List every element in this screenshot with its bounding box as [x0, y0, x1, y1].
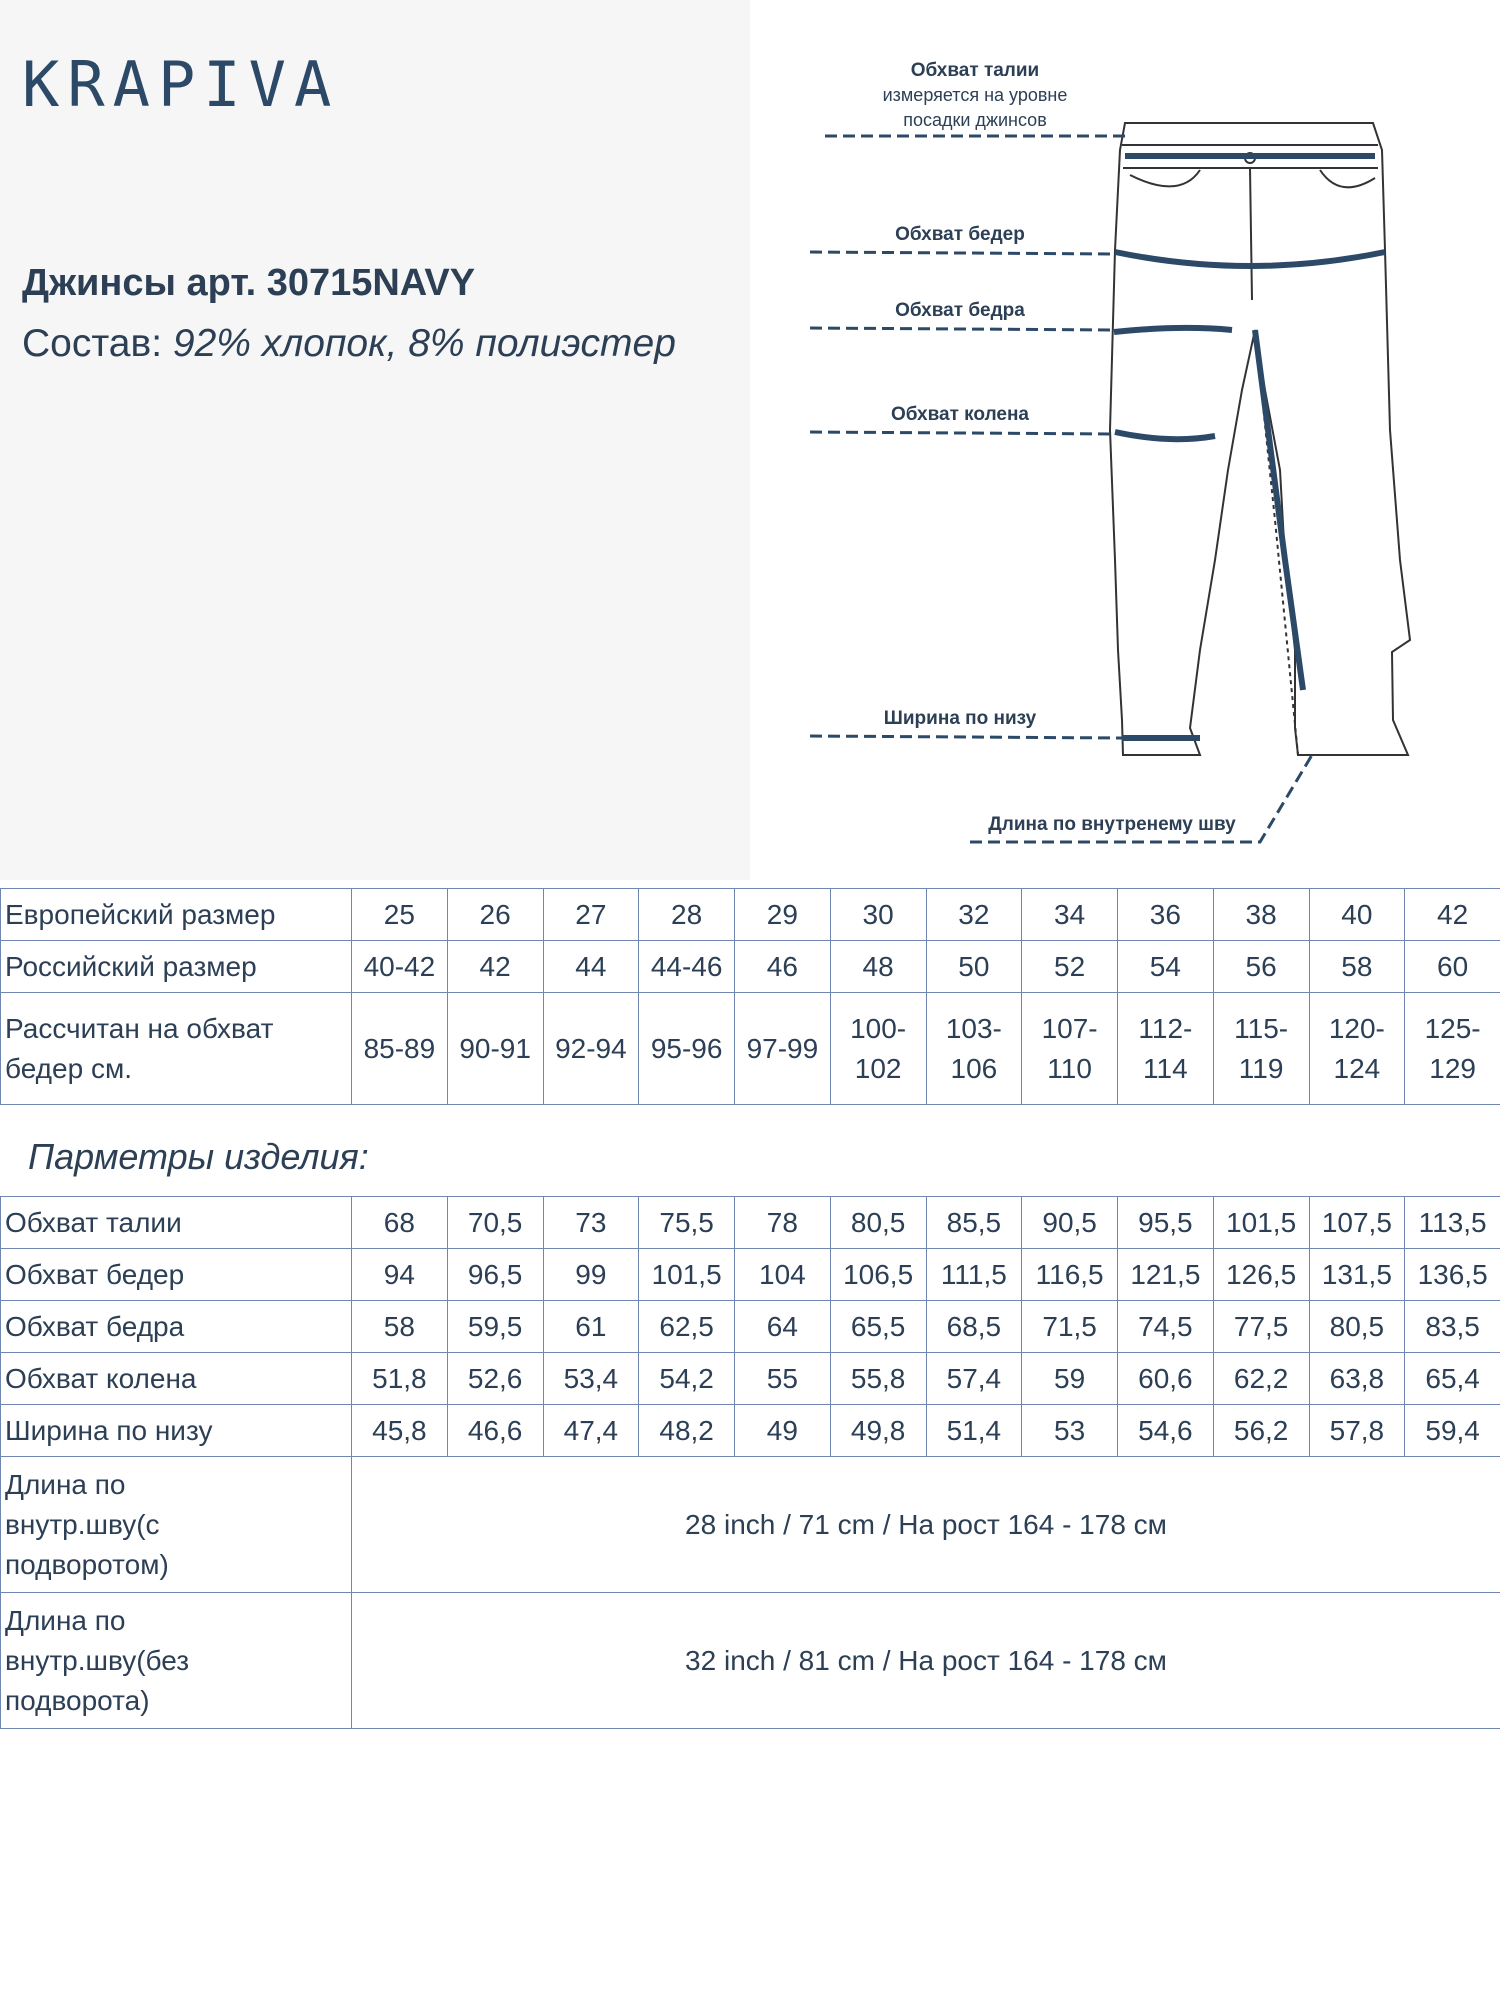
param-cell: 48,2	[639, 1405, 735, 1457]
length-row	[1, 1593, 1500, 1729]
size-cell: 44-46	[639, 941, 735, 993]
param-cell: 121,5	[1118, 1249, 1214, 1301]
size-row-label	[1, 993, 352, 1105]
thigh-leader-line	[810, 328, 1114, 330]
size-cell	[639, 993, 735, 1105]
param-cell: 104	[735, 1249, 831, 1301]
size-cell	[1309, 993, 1405, 1105]
param-cell: 96,5	[447, 1249, 543, 1301]
knee-measure-line	[1115, 432, 1215, 439]
param-cell: 90,5	[1022, 1197, 1118, 1249]
params-table	[0, 1196, 1500, 1729]
param-cell: 53	[1022, 1405, 1118, 1457]
param-cell: 53,4	[543, 1353, 639, 1405]
param-cell: 62,5	[639, 1301, 735, 1353]
size-row-label: Российский размер	[1, 941, 352, 993]
param-row	[1, 1301, 1500, 1353]
size-cell: 46	[735, 941, 831, 993]
size-row	[1, 889, 1500, 941]
inseam-measure-line	[1255, 330, 1303, 690]
param-cell: 60,6	[1118, 1353, 1214, 1405]
size-cell-line: 92-94	[555, 1032, 627, 1064]
param-cell: 49,8	[830, 1405, 926, 1457]
param-row-label: Обхват талии	[1, 1197, 352, 1249]
hem-label: Ширина по низу	[883, 708, 1037, 729]
size-cell-line: 106	[950, 1052, 998, 1084]
size-cell: 40	[1309, 889, 1405, 941]
size-cell-line: 112-	[1138, 1012, 1193, 1044]
size-cell: 42	[447, 941, 543, 993]
header-panel	[0, 0, 750, 880]
size-cell: 40-42	[352, 941, 448, 993]
param-cell: 85,5	[926, 1197, 1022, 1249]
param-cell: 74,5	[1118, 1301, 1214, 1353]
knee-leader-line	[810, 432, 1115, 434]
size-cell: 36	[1118, 889, 1214, 941]
size-cell	[543, 993, 639, 1105]
size-cell	[447, 993, 543, 1105]
param-cell: 45,8	[352, 1405, 448, 1457]
param-cell: 68	[352, 1197, 448, 1249]
length-row-label-line: подворота)	[5, 1684, 150, 1716]
waist-label: Обхват талии	[910, 60, 1040, 81]
param-cell: 101,5	[639, 1249, 735, 1301]
size-cell	[830, 993, 926, 1105]
size-cell	[352, 993, 448, 1105]
param-cell: 116,5	[1022, 1249, 1118, 1301]
param-cell: 95,5	[1118, 1197, 1214, 1249]
size-cell-line: 124	[1333, 1052, 1381, 1084]
length-row-label	[1, 1457, 352, 1593]
hem-leader-line	[810, 736, 1122, 738]
pocket-left	[1130, 170, 1200, 186]
param-row	[1, 1405, 1500, 1457]
hips-label: Обхват бедер	[895, 224, 1025, 245]
param-row-label: Обхват колена	[1, 1353, 352, 1405]
size-cell: 44	[543, 941, 639, 993]
param-cell: 64	[735, 1301, 831, 1353]
length-value: 32 inch / 81 cm / На рост 164 - 178 см	[352, 1593, 1500, 1729]
size-row	[1, 993, 1500, 1105]
param-cell: 59,4	[1405, 1405, 1500, 1457]
size-cell: 27	[543, 889, 639, 941]
product-title: Джинсы арт. 30715NAVY	[22, 262, 476, 304]
hips-measure-line	[1115, 252, 1385, 266]
size-cell-line: 129	[1429, 1052, 1476, 1084]
param-cell: 101,5	[1213, 1197, 1309, 1249]
param-row	[1, 1249, 1500, 1301]
jeans-measurement-diagram	[750, 0, 1500, 880]
param-cell: 49	[735, 1405, 831, 1457]
param-cell: 65,5	[830, 1301, 926, 1353]
size-cell-line: 95-96	[650, 1032, 723, 1064]
length-row-label-line: Длина по	[5, 1468, 126, 1500]
knee-label: Обхват колена	[890, 404, 1030, 425]
size-cell: 60	[1405, 941, 1500, 993]
size-cell: 34	[1022, 889, 1118, 941]
size-cell-line: 97-99	[746, 1032, 819, 1064]
params-heading: Парметры изделия:	[28, 1136, 369, 1177]
size-cell-line: 100-	[850, 1012, 907, 1044]
size-cell: 56	[1213, 941, 1309, 993]
param-cell: 47,4	[543, 1405, 639, 1457]
param-cell: 55,8	[830, 1353, 926, 1405]
fly-line	[1250, 168, 1252, 300]
size-cell	[1405, 993, 1500, 1105]
param-cell: 46,6	[447, 1405, 543, 1457]
param-cell: 54,2	[639, 1353, 735, 1405]
length-row-label	[1, 1593, 352, 1729]
size-cell-line: 120-	[1328, 1012, 1385, 1044]
param-row	[1, 1197, 1500, 1249]
size-cell	[1118, 993, 1214, 1105]
composition	[22, 322, 676, 366]
waist-note-1: измеряется на уровне	[882, 85, 1068, 105]
size-cell-line: 90-91	[459, 1032, 531, 1064]
param-cell: 59	[1022, 1353, 1118, 1405]
param-cell: 65,4	[1405, 1353, 1500, 1405]
size-cell-line: 115-	[1234, 1012, 1289, 1044]
composition-value: 92% хлопок, 8% полиэстер	[172, 322, 676, 365]
param-cell: 51,8	[352, 1353, 448, 1405]
param-cell: 78	[735, 1197, 831, 1249]
size-cell: 48	[830, 941, 926, 993]
size-cell-line: 119	[1238, 1052, 1284, 1084]
length-value: 28 inch / 71 cm / На рост 164 - 178 см	[352, 1457, 1500, 1593]
size-cell: 28	[639, 889, 735, 941]
size-cell	[1022, 993, 1118, 1105]
length-row	[1, 1457, 1500, 1593]
size-row-label-line: Рассчитан на обхват	[5, 1012, 274, 1044]
param-row-label: Обхват бедра	[1, 1301, 352, 1353]
size-cell: 38	[1213, 889, 1309, 941]
param-cell: 113,5	[1405, 1197, 1500, 1249]
param-cell: 68,5	[926, 1301, 1022, 1353]
pocket-right	[1320, 170, 1375, 187]
size-table	[0, 888, 1500, 1105]
size-cell-line: 107-	[1041, 1012, 1098, 1044]
param-cell: 71,5	[1022, 1301, 1118, 1353]
waist-note-2: посадки джинсов	[903, 110, 1047, 130]
param-cell: 126,5	[1213, 1249, 1309, 1301]
param-cell: 56,2	[1213, 1405, 1309, 1457]
thigh-measure-line	[1114, 328, 1232, 332]
param-cell: 62,2	[1213, 1353, 1309, 1405]
param-row-label: Обхват бедер	[1, 1249, 352, 1301]
size-cell-line: 125-	[1424, 1012, 1481, 1044]
size-cell: 26	[447, 889, 543, 941]
size-row-label-line: бедер см.	[5, 1052, 132, 1084]
param-cell: 106,5	[830, 1249, 926, 1301]
param-cell: 94	[352, 1249, 448, 1301]
param-cell: 131,5	[1309, 1249, 1405, 1301]
size-cell: 54	[1118, 941, 1214, 993]
param-row-label: Ширина по низу	[1, 1405, 352, 1457]
size-cell	[1213, 993, 1309, 1105]
param-cell: 80,5	[830, 1197, 926, 1249]
size-cell: 29	[735, 889, 831, 941]
size-cell-line: 102	[854, 1052, 902, 1084]
param-cell: 73	[543, 1197, 639, 1249]
size-cell: 52	[1022, 941, 1118, 993]
size-cell: 30	[830, 889, 926, 941]
param-cell: 57,8	[1309, 1405, 1405, 1457]
param-cell: 75,5	[639, 1197, 735, 1249]
size-cell: 58	[1309, 941, 1405, 993]
length-row-label-line: внутр.шву(без	[5, 1644, 190, 1676]
param-cell: 111,5	[926, 1249, 1022, 1301]
size-cell: 25	[352, 889, 448, 941]
param-cell: 80,5	[1309, 1301, 1405, 1353]
param-cell: 58	[352, 1301, 448, 1353]
param-cell: 136,5	[1405, 1249, 1500, 1301]
size-cell-line: 110	[1047, 1052, 1092, 1084]
size-cell-line: 85-89	[363, 1032, 436, 1064]
size-cell	[735, 993, 831, 1105]
size-cell-line: 103-	[945, 1012, 1002, 1044]
brand-logo: KRAPIVA	[22, 48, 340, 121]
length-row-label-line: внутр.шву(с	[5, 1508, 160, 1540]
size-cell: 50	[926, 941, 1022, 993]
param-cell: 55	[735, 1353, 831, 1405]
size-cell: 32	[926, 889, 1022, 941]
size-row-label: Европейский размер	[1, 889, 352, 941]
size-cell-line: 114	[1143, 1052, 1188, 1084]
param-cell: 51,4	[926, 1405, 1022, 1457]
size-cell: 42	[1405, 889, 1500, 941]
param-cell: 99	[543, 1249, 639, 1301]
param-cell: 107,5	[1309, 1197, 1405, 1249]
size-row	[1, 941, 1500, 993]
param-cell: 57,4	[926, 1353, 1022, 1405]
param-cell: 70,5	[447, 1197, 543, 1249]
param-cell: 61	[543, 1301, 639, 1353]
param-cell: 59,5	[447, 1301, 543, 1353]
param-cell: 83,5	[1405, 1301, 1500, 1353]
length-row-label-line: Длина по	[5, 1604, 126, 1636]
size-cell	[926, 993, 1022, 1105]
length-row-label-line: подворотом)	[5, 1548, 169, 1580]
param-row	[1, 1353, 1500, 1405]
param-cell: 52,6	[447, 1353, 543, 1405]
inseam-label: Длина по внутренему шву	[988, 814, 1236, 835]
param-cell: 77,5	[1213, 1301, 1309, 1353]
param-cell: 63,8	[1309, 1353, 1405, 1405]
thigh-label: Обхват бедра	[895, 300, 1025, 321]
composition-label: Состав:	[22, 322, 163, 365]
hips-leader-line	[810, 252, 1115, 254]
param-cell: 54,6	[1118, 1405, 1214, 1457]
